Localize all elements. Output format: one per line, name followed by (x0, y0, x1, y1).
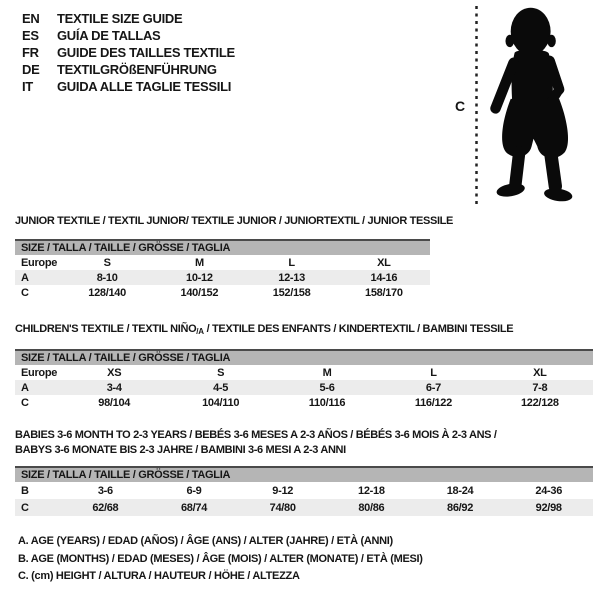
baby-silhouette-icon (496, 8, 574, 203)
size-cell: XL (533, 366, 547, 379)
footnote-c: C. (cm) HEIGHT / ALTURA / HAUTEUR / HÖHE / ALTEZZA (18, 570, 300, 582)
size-cell: 104/110 (202, 396, 240, 409)
children-table (15, 322, 593, 410)
size-cell: 8-10 (96, 271, 118, 284)
junior-table-title: JUNIOR TEXTILE / TEXTIL JUNIOR/ TEXTILE JUNIOR / JUNIORTEXTIL / JUNIOR TESSILE (15, 215, 454, 227)
size-cell: 4-5 (213, 381, 229, 394)
language-title: GUIDA ALLE TAGLIE TESSILI (57, 79, 232, 94)
size-cell: 24-36 (535, 484, 563, 497)
size-cell: M (194, 256, 204, 269)
size-cell: XS (107, 366, 122, 379)
babies-title-line2: BABYS 3-6 MONATE BIS 2-3 JAHRE / BAMBINI 3-6 MESI A 2-3 ANNI (15, 444, 346, 456)
height-figure (450, 2, 600, 214)
size-cell: 74/80 (269, 501, 296, 514)
size-cell: 122/128 (520, 396, 559, 409)
size-cell: 9-12 (272, 484, 294, 497)
size-cell: XL (377, 256, 391, 269)
size-cell: 7-8 (532, 381, 548, 394)
size-cell: 140/152 (180, 286, 219, 299)
size-cell: 14-16 (370, 271, 398, 284)
size-cell: S (217, 366, 225, 379)
title-subscript: /A (196, 327, 204, 336)
language-row (22, 27, 235, 44)
babies-table (15, 428, 593, 516)
babies-title-line1: BABIES 3-6 MONTH TO 2-3 YEARS / BEBÉS 3-6 MESES A 2-3 AÑOS / BÉBÉS 3-6 MOIS À 2-3 ANS / (15, 429, 497, 441)
footnotes (18, 533, 423, 586)
size-cell: 128/140 (88, 286, 126, 299)
language-row (22, 61, 235, 78)
junior-table (15, 214, 454, 300)
table-row (15, 255, 430, 270)
size-cell: 6-7 (425, 381, 441, 394)
row-label: Europe (21, 256, 58, 269)
size-cell: L (288, 256, 295, 269)
language-code: IT (22, 79, 33, 94)
size-cell: 98/104 (98, 396, 131, 409)
babies-table-title (15, 428, 593, 458)
size-cell: 110/116 (308, 396, 346, 409)
table-row (15, 499, 593, 516)
size-header-row: SIZE / TALLA / TAILLE / GRÖSSE / TAGLIA (15, 349, 593, 365)
size-cell: 6-9 (186, 484, 202, 497)
size-cell: 3-4 (106, 381, 122, 394)
row-label: B (21, 484, 29, 497)
language-title: GUIDE DES TAILLES TEXTILE (57, 45, 235, 60)
table-row (15, 365, 593, 380)
language-row (22, 44, 235, 61)
size-header-row: SIZE / TALLA / TAILLE / GRÖSSE / TAGLIA (15, 466, 593, 482)
language-row (22, 10, 235, 27)
row-label: Europe (21, 366, 58, 379)
size-cell: 12-18 (358, 484, 385, 497)
size-cell: 158/170 (365, 286, 403, 299)
table-row (15, 482, 593, 499)
row-label: C (21, 396, 29, 409)
footnote-b: B. AGE (MONTHS) / EDAD (MESES) / ÂGE (MOIS) / ALTER (MONATE) / ETÀ (MESI) (18, 552, 423, 565)
size-cell: L (430, 366, 437, 379)
language-title: TEXTILGRÖßENFÜHRUNG (57, 62, 217, 77)
language-code: DE (22, 62, 40, 77)
table-row (15, 285, 430, 300)
size-header-row: SIZE / TALLA / TAILLE / GRÖSSE / TAGLIA (15, 239, 430, 255)
size-cell: S (103, 256, 111, 269)
height-measure-label: C (455, 98, 466, 114)
language-title: GUÍA DE TALLAS (57, 28, 161, 43)
size-cell: 62/68 (92, 501, 119, 514)
row-label: C (21, 501, 29, 514)
language-code: ES (22, 28, 39, 43)
language-code: EN (22, 11, 40, 26)
size-cell: 5-6 (319, 381, 335, 394)
row-label: C (21, 286, 29, 299)
size-cell: 18-24 (446, 484, 474, 497)
size-cell: 86/92 (447, 501, 474, 514)
figure-graphic (450, 2, 600, 214)
row-label: A (21, 381, 29, 394)
table-row (15, 395, 593, 410)
size-cell: 10-12 (186, 271, 213, 284)
footnote-a: A. AGE (YEARS) / EDAD (AÑOS) / ÂGE (ANS) / ALTER (JAHRE) / ETÀ (ANNI) (18, 535, 393, 547)
size-cell: 152/158 (272, 286, 311, 299)
language-row (22, 78, 235, 95)
size-cell: 12-13 (278, 271, 305, 284)
children-table-title (15, 322, 593, 339)
size-cell: 3-6 (97, 484, 113, 497)
language-code: FR (22, 45, 39, 60)
table-row (15, 380, 593, 395)
size-cell: 80/86 (358, 501, 385, 514)
title-part: CHILDREN'S TEXTILE / TEXTIL NIÑO (15, 323, 197, 335)
language-title: TEXTILE SIZE GUIDE (57, 11, 183, 26)
size-cell: M (322, 366, 332, 379)
size-cell: 116/122 (414, 396, 452, 409)
title-part: / TEXTILE DES ENFANTS / KINDERTEXTIL / BAMBINI TESSILE (203, 323, 514, 335)
row-label: A (21, 271, 29, 284)
size-cell: 92/98 (535, 501, 562, 514)
size-cell: 68/74 (180, 501, 208, 514)
language-list (22, 10, 235, 95)
table-row (15, 270, 430, 285)
